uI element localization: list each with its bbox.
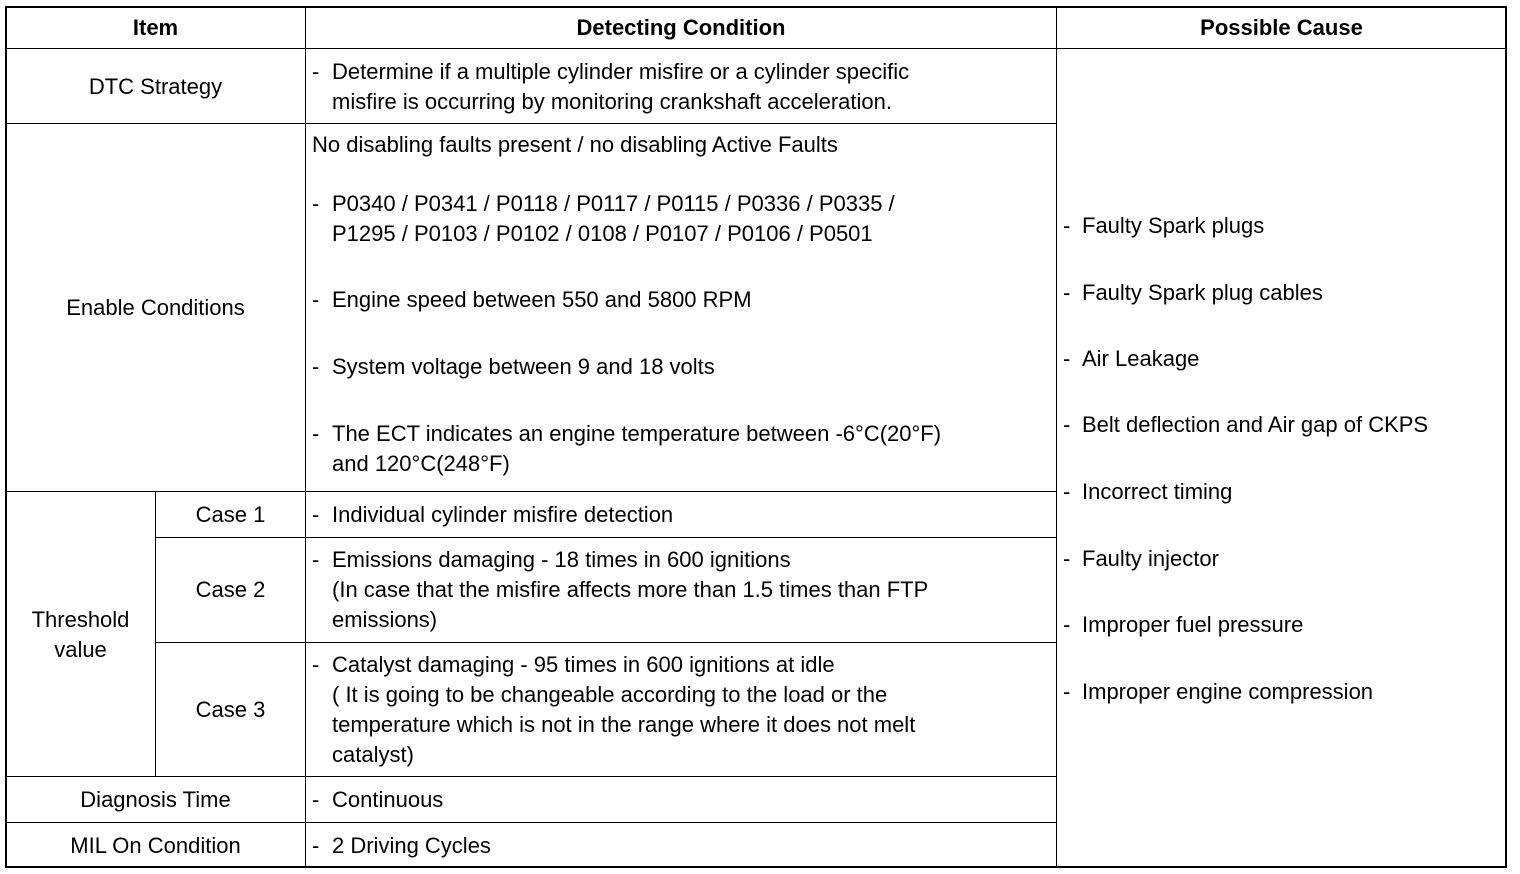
bullet: - bbox=[312, 421, 320, 446]
header-item: Item bbox=[132, 15, 179, 40]
bullet: - bbox=[1063, 280, 1071, 305]
bullet: - bbox=[1063, 546, 1071, 571]
item-threshold-value: value bbox=[54, 637, 107, 662]
bullet: - bbox=[1063, 213, 1071, 238]
bullet: - bbox=[1063, 479, 1071, 504]
condition-text-line: Individual cylinder misfire detection bbox=[332, 502, 674, 527]
condition-text-line: P1295 / P0103 / P0102 / 0108 / P0107 / P0106 / P0501 bbox=[332, 221, 873, 246]
condition-text-line: emissions) bbox=[332, 607, 438, 632]
condition-text-line: misfire is occurring by monitoring crankshaft acceleration. bbox=[332, 89, 893, 114]
row-divider bbox=[155, 537, 1056, 538]
row-divider bbox=[6, 776, 1056, 777]
column-divider bbox=[1056, 6, 1057, 868]
bullet: - bbox=[312, 502, 320, 527]
row-divider bbox=[6, 123, 1056, 124]
possible-cause-item: Faulty Spark plug cables bbox=[1082, 280, 1323, 305]
item-diagnosis-time: Diagnosis Time bbox=[80, 787, 231, 812]
bullet: - bbox=[312, 787, 320, 812]
bullet: - bbox=[312, 287, 320, 312]
condition-text-line: The ECT indicates an engine temperature between -6°C(20°F) bbox=[332, 421, 942, 446]
condition-text-line: temperature which is not in the range where it does not melt bbox=[332, 712, 916, 737]
bullet: - bbox=[312, 59, 320, 84]
bullet: - bbox=[312, 191, 320, 216]
header-detecting-condition: Detecting Condition bbox=[576, 15, 786, 40]
case-label: Case 1 bbox=[195, 502, 266, 527]
bullet: - bbox=[312, 547, 320, 572]
bullet: - bbox=[1063, 612, 1071, 637]
row-divider bbox=[6, 822, 1056, 823]
possible-cause-item: Air Leakage bbox=[1082, 346, 1200, 371]
column-divider bbox=[155, 491, 156, 776]
item-threshold-value: Threshold bbox=[31, 607, 130, 632]
row-divider bbox=[6, 48, 1506, 49]
item-enable-conditions: Enable Conditions bbox=[66, 295, 245, 320]
condition-intro: No disabling faults present / no disabling Active Faults bbox=[312, 132, 838, 157]
bullet: - bbox=[312, 354, 320, 379]
possible-cause-item: Faulty Spark plugs bbox=[1082, 213, 1265, 238]
condition-text-line: Engine speed between 550 and 5800 RPM bbox=[332, 287, 752, 312]
case-label: Case 2 bbox=[195, 577, 266, 602]
case-label: Case 3 bbox=[195, 697, 266, 722]
condition-text-line: Catalyst damaging - 95 times in 600 ignitions at idle bbox=[332, 652, 835, 677]
condition-text-line: Determine if a multiple cylinder misfire or a cylinder specific bbox=[332, 59, 910, 84]
condition-text-line: System voltage between 9 and 18 volts bbox=[332, 354, 715, 379]
bullet: - bbox=[312, 833, 320, 858]
row-divider bbox=[6, 491, 1056, 492]
condition-text-line: 2 Driving Cycles bbox=[332, 833, 491, 858]
bullet: - bbox=[1063, 412, 1071, 437]
condition-text-line: Continuous bbox=[332, 787, 444, 812]
possible-cause-item: Faulty injector bbox=[1082, 546, 1219, 571]
row-divider bbox=[155, 642, 1056, 643]
possible-cause-item: Incorrect timing bbox=[1082, 479, 1233, 504]
possible-cause-item: Belt deflection and Air gap of CKPS bbox=[1082, 412, 1429, 437]
header-possible-cause: Possible Cause bbox=[1200, 15, 1363, 40]
condition-text-line: P0340 / P0341 / P0118 / P0117 / P0115 / P0336 / P0335 / bbox=[332, 191, 895, 216]
column-divider bbox=[305, 6, 306, 868]
possible-cause-item: Improper fuel pressure bbox=[1082, 612, 1304, 637]
bullet: - bbox=[1063, 679, 1071, 704]
condition-text-line: and 120°C(248°F) bbox=[332, 451, 510, 476]
condition-text-line: catalyst) bbox=[332, 742, 414, 767]
bullet: - bbox=[1063, 346, 1071, 371]
condition-text-line: (In case that the misfire affects more than 1.5 times than FTP bbox=[332, 577, 929, 602]
bullet: - bbox=[312, 652, 320, 677]
possible-cause-item: Improper engine compression bbox=[1082, 679, 1374, 704]
item-mil-on-condition: MIL On Condition bbox=[70, 833, 241, 858]
condition-text-line: ( It is going to be changeable according to the load or the bbox=[332, 682, 888, 707]
item-dtc-strategy: DTC Strategy bbox=[88, 74, 223, 99]
condition-text-line: Emissions damaging - 18 times in 600 ignitions bbox=[332, 547, 791, 572]
